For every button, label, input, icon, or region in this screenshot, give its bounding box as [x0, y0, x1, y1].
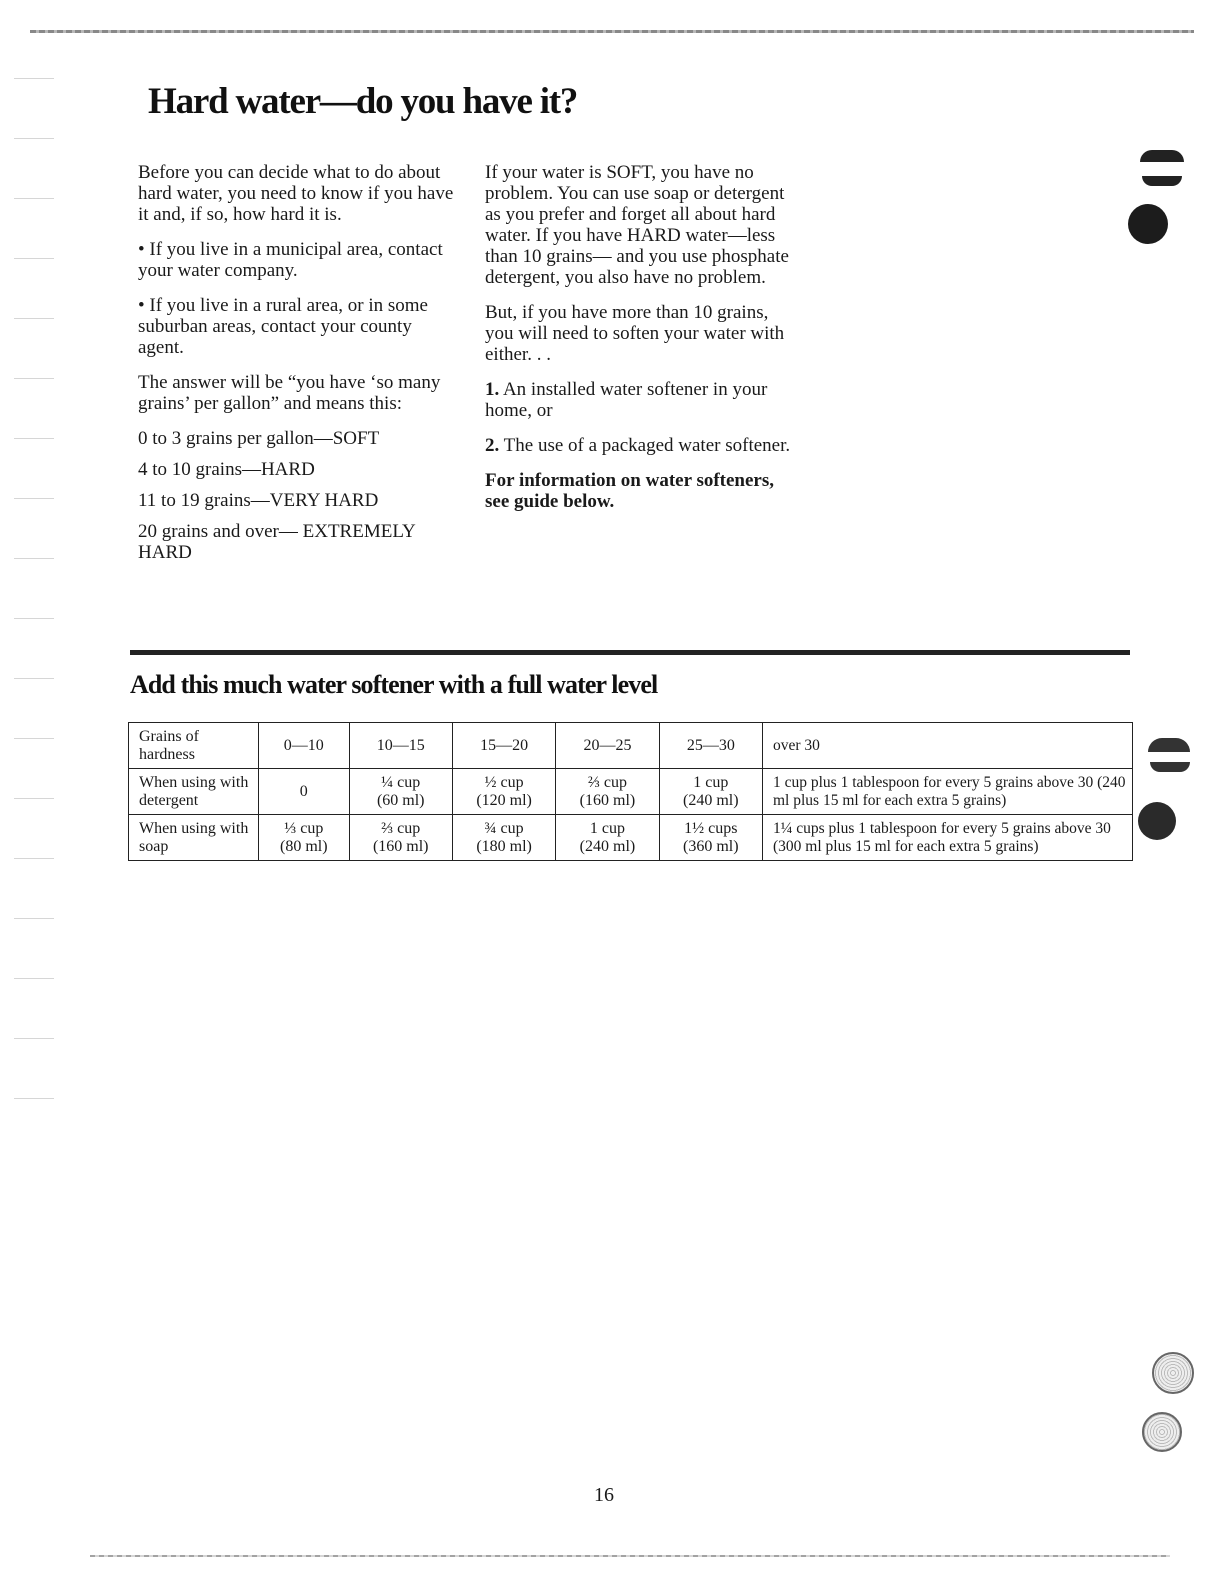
- option-text: The use of a packaged water softener.: [503, 435, 791, 456]
- header-cell: 25—30: [659, 723, 762, 769]
- table-cell: 1 cup (240 ml): [556, 815, 659, 861]
- table-cell: ¾ cup (180 ml): [452, 815, 555, 861]
- info-note: For information on water softeners, see guide below.: [485, 470, 774, 512]
- table-cell: ¼ cup (60 ml): [349, 769, 452, 815]
- page-number: 16: [594, 1484, 614, 1506]
- table-row-detergent: [129, 769, 1133, 815]
- scan-margin-marks: [14, 40, 54, 1100]
- header-cell: 10—15: [349, 723, 452, 769]
- bullet-rural: • If you live in a rural area, or in some suburban areas, contact your county agent.: [138, 295, 428, 358]
- intro-paragraph: Before you can decide what to do about hard water, you need to know if you have it and, if so, how hard it is.: [138, 162, 454, 225]
- table-title: Add this much water softener with a full water level: [130, 670, 658, 699]
- soft-paragraph: If your water is SOFT, you have no problem. You can use soap or detergent as you prefer and forget all about hard water. If you have HARD water—less than 10 grains— and you use phosphate detergent, you also have no problem.: [485, 162, 789, 288]
- punch-hole-icon: [1142, 1412, 1182, 1452]
- answer-paragraph: The answer will be “you have ‘so many grains’ per gallon” and means this:: [138, 372, 441, 414]
- grain-level-very-hard: 11 to 19 grains—VERY HARD: [138, 490, 379, 511]
- header-cell: 20—25: [556, 723, 659, 769]
- table-cell: 1 cup (240 ml): [659, 769, 762, 815]
- row-note: 1¼ cups plus 1 tablespoon for every 5 grains above 30 (300 ml plus 15 ml for each extra 5 grains): [763, 815, 1133, 861]
- binder-tab-mark-icon: [1150, 762, 1190, 772]
- more-paragraph: But, if you have more than 10 grains, you will need to soften your water with either. . .: [485, 302, 785, 365]
- grain-level-soft: 0 to 3 grains per gallon—SOFT: [138, 428, 380, 449]
- grain-level-hard: 4 to 10 grains—HARD: [138, 459, 315, 480]
- binder-tab-mark-icon: [1142, 176, 1182, 186]
- page-title: Hard water—do you have it?: [148, 81, 578, 122]
- top-rule: [30, 30, 1194, 33]
- header-cell: 0—10: [259, 723, 350, 769]
- table-cell: ⅔ cup (160 ml): [349, 815, 452, 861]
- header-over-30: over 30: [763, 723, 1133, 769]
- binder-tab-mark-icon: [1140, 150, 1184, 162]
- section-divider: [130, 650, 1130, 655]
- left-column: [138, 162, 458, 573]
- table-cell: ⅓ cup (80 ml): [259, 815, 350, 861]
- header-grains: Grains of hardness: [129, 723, 259, 769]
- table-cell: 1½ cups (360 ml): [659, 815, 762, 861]
- header-cell: 15—20: [452, 723, 555, 769]
- row-label: When using with detergent: [129, 769, 259, 815]
- option-text: An installed water softener in your home, or: [485, 379, 768, 421]
- option-installed: [485, 379, 795, 421]
- binder-hole-icon: [1138, 802, 1176, 840]
- table-header-row: [129, 723, 1133, 769]
- option-number: 1.: [485, 379, 500, 400]
- grain-level-extremely-hard: 20 grains and over— EXTREMELY HARD: [138, 521, 416, 563]
- row-label: When using with soap: [129, 815, 259, 861]
- softener-table: [128, 722, 1133, 861]
- table-cell: 0: [259, 769, 350, 815]
- punch-hole-icon: [1152, 1352, 1194, 1394]
- table-row-soap: [129, 815, 1133, 861]
- bullet-municipal: • If you live in a municipal area, contact your water company.: [138, 239, 443, 281]
- option-packaged: [485, 435, 795, 456]
- option-number: 2.: [485, 435, 500, 456]
- row-note: 1 cup plus 1 tablespoon for every 5 grains above 30 (240 ml plus 15 ml for each extra 5 grains): [763, 769, 1133, 815]
- table-cell: ½ cup (120 ml): [452, 769, 555, 815]
- binder-hole-icon: [1128, 204, 1168, 244]
- bottom-rule: [90, 1555, 1170, 1557]
- table-cell: ⅔ cup (160 ml): [556, 769, 659, 815]
- binder-tab-mark-icon: [1148, 738, 1190, 752]
- right-column: [485, 162, 795, 526]
